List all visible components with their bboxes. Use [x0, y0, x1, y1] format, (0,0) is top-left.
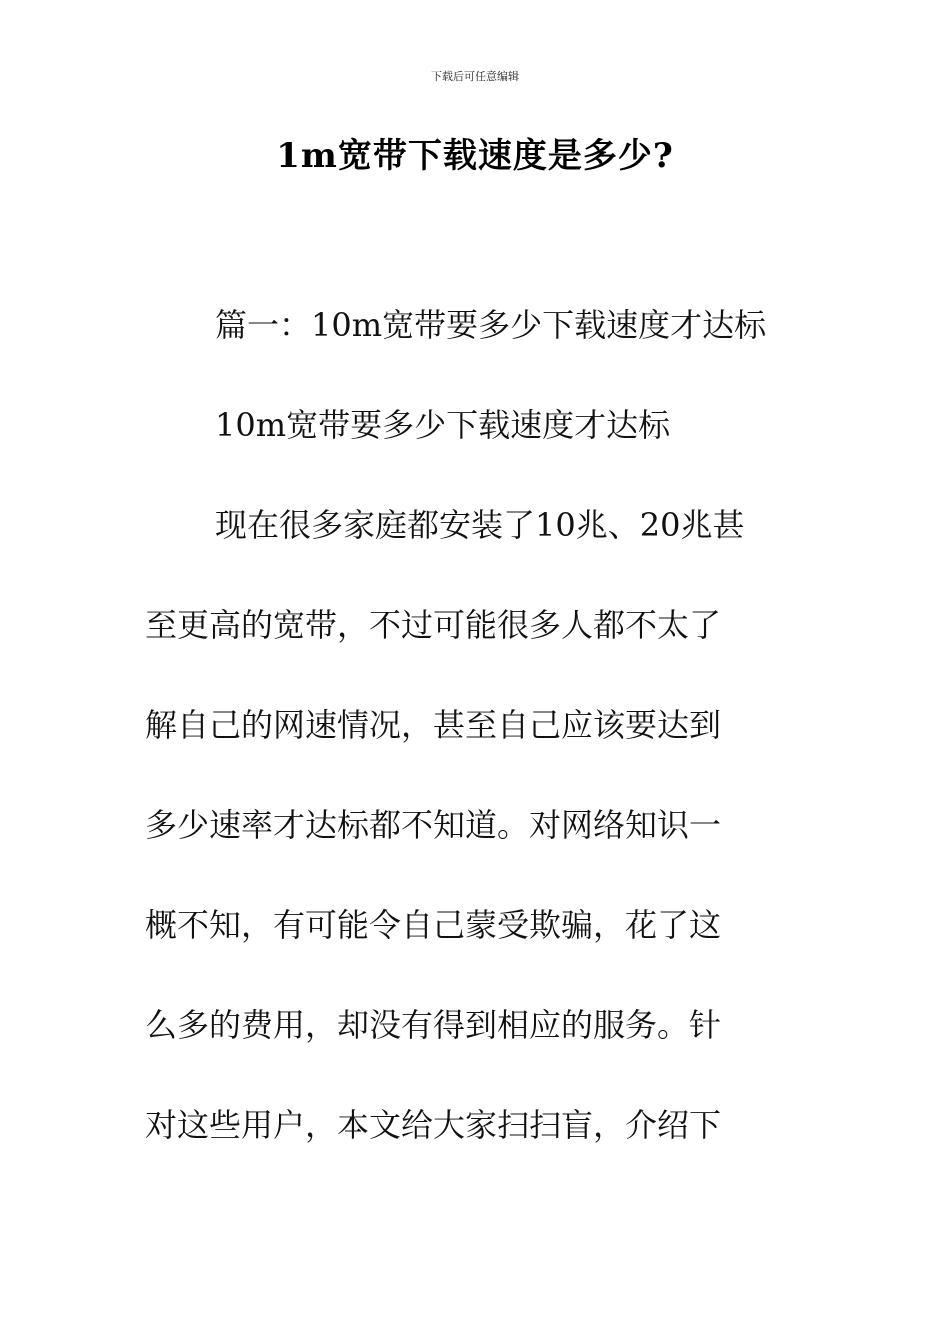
section-heading: 篇一：10m宽带要多少下载速度才达标 [215, 306, 767, 344]
paragraph-line: 多少速率才达标都不知道。对网络知识一 [145, 806, 722, 844]
paragraph-line: 对这些用户，本文给大家扫扫盲，介绍下 [145, 1106, 722, 1144]
paragraph-line: 概不知，有可能令自己蒙受欺骗，花了这 [145, 906, 722, 944]
paragraph-line: 么多的费用，却没有得到相应的服务。针 [145, 1006, 722, 1044]
paragraph-line: 现在很多家庭都安装了10兆、20兆甚 [215, 506, 745, 544]
document-title: 1m宽带下载速度是多少? [276, 136, 674, 176]
subheading: 10m宽带要多少下载速度才达标 [215, 406, 671, 444]
paragraph-line: 至更高的宽带，不过可能很多人都不太了 [145, 606, 722, 644]
paragraph-line: 解自己的网速情况，甚至自己应该要达到 [145, 706, 722, 744]
page-header: 下载后可任意编辑 [431, 70, 519, 83]
